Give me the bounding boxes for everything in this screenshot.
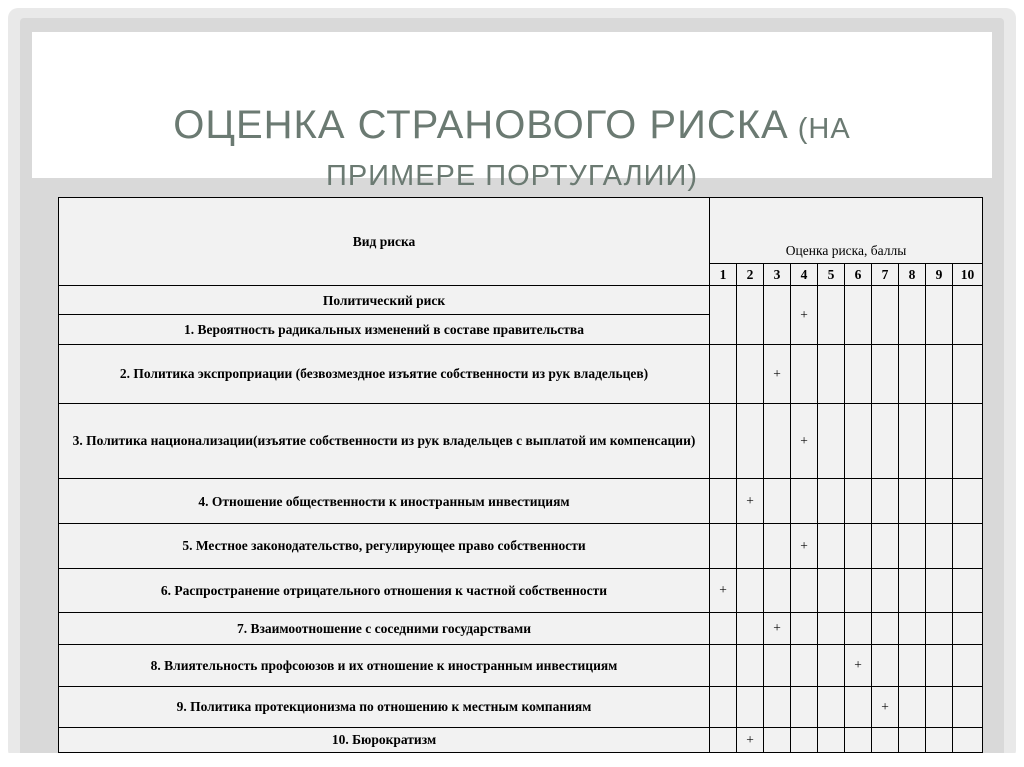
- score-cell: [791, 687, 818, 728]
- score-cell: [764, 687, 791, 728]
- score-cell: [953, 286, 983, 345]
- score-cell: [764, 403, 791, 479]
- header-risk-kind: Вид риска: [59, 198, 710, 286]
- table-body: [59, 286, 983, 753]
- table-row: [59, 479, 983, 524]
- score-cell: [953, 727, 983, 752]
- score-cell: [953, 479, 983, 524]
- score-mark: +: [791, 524, 818, 569]
- table-header: [59, 198, 983, 286]
- risk-label: 5. Местное законодательство, регулирующее право собственности: [59, 524, 710, 569]
- score-cell: [791, 644, 818, 687]
- score-column-2: 2: [737, 264, 764, 286]
- score-cell: [818, 286, 845, 345]
- risk-label: 2. Политика экспроприации (безвозмездное изъятие собственности из рук владельцев): [59, 344, 710, 403]
- score-cell: [818, 687, 845, 728]
- score-cell: [818, 613, 845, 644]
- score-cell: [791, 568, 818, 613]
- risk-label: 6. Распространение отрицательного отношения к частной собственности: [59, 568, 710, 613]
- risk-label: 10. Бюрократизм: [59, 727, 710, 752]
- score-cell: [926, 524, 953, 569]
- score-cell: [953, 568, 983, 613]
- score-cell: [899, 286, 926, 345]
- table-row: [59, 568, 983, 613]
- score-cell: [926, 344, 953, 403]
- score-mark: +: [710, 568, 737, 613]
- score-cell: [737, 286, 764, 345]
- title-main: ОЦЕНКА СТРАНОВОГО РИСКА: [173, 103, 789, 147]
- score-cell: [872, 344, 899, 403]
- score-cell: [926, 687, 953, 728]
- score-mark: +: [791, 286, 818, 345]
- score-cell: [926, 403, 953, 479]
- score-cell: [926, 568, 953, 613]
- score-cell: [710, 286, 737, 345]
- score-cell: [872, 644, 899, 687]
- table-row-group: [59, 286, 983, 315]
- score-cell: [953, 403, 983, 479]
- score-mark: +: [737, 727, 764, 752]
- score-cell: [953, 687, 983, 728]
- risk-label: 3. Политика национализации(изъятие собственности из рук владельцев с выплатой им компенсации): [59, 403, 710, 479]
- score-column-3: 3: [764, 264, 791, 286]
- score-cell: [818, 644, 845, 687]
- table-row: [59, 644, 983, 687]
- slide-title: [32, 104, 992, 197]
- score-mark: +: [764, 613, 791, 644]
- score-column-8: 8: [899, 264, 926, 286]
- score-cell: [899, 403, 926, 479]
- title-line2: ПРИМЕРЕ ПОРТУГАЛИИ): [326, 160, 698, 192]
- score-cell: [872, 286, 899, 345]
- group-title: Политический риск: [59, 286, 710, 315]
- score-mark: +: [872, 687, 899, 728]
- score-cell: [926, 613, 953, 644]
- score-cell: [872, 613, 899, 644]
- table-row: [59, 613, 983, 644]
- score-cell: [845, 479, 872, 524]
- score-cell: [926, 727, 953, 752]
- score-cell: [845, 524, 872, 569]
- score-column-9: 9: [926, 264, 953, 286]
- score-cell: [818, 568, 845, 613]
- score-cell: [845, 286, 872, 345]
- score-cell: [791, 479, 818, 524]
- score-column-7: 7: [872, 264, 899, 286]
- table-row: [59, 687, 983, 728]
- score-cell: [710, 687, 737, 728]
- score-cell: [953, 644, 983, 687]
- score-cell: [737, 403, 764, 479]
- score-cell: [845, 613, 872, 644]
- score-cell: [764, 644, 791, 687]
- score-cell: [710, 479, 737, 524]
- risk-label: 4. Отношение общественности к иностранным инвестициям: [59, 479, 710, 524]
- score-cell: [737, 687, 764, 728]
- score-column-1: 1: [710, 264, 737, 286]
- score-cell: [710, 644, 737, 687]
- header-score: Оценка риска, баллы: [710, 198, 983, 264]
- score-cell: [899, 524, 926, 569]
- score-cell: [710, 403, 737, 479]
- risk-label: 7. Взаимоотношение с соседними государствами: [59, 613, 710, 644]
- score-cell: [845, 687, 872, 728]
- score-cell: [872, 727, 899, 752]
- score-cell: [899, 344, 926, 403]
- score-cell: [899, 687, 926, 728]
- score-cell: [737, 524, 764, 569]
- score-cell: [899, 568, 926, 613]
- score-mark: +: [764, 344, 791, 403]
- table-row: [59, 344, 983, 403]
- score-column-5: 5: [818, 264, 845, 286]
- score-cell: [764, 524, 791, 569]
- score-cell: [899, 644, 926, 687]
- score-cell: [899, 727, 926, 752]
- score-cell: [791, 727, 818, 752]
- score-column-6: 6: [845, 264, 872, 286]
- score-cell: [818, 344, 845, 403]
- score-cell: [872, 479, 899, 524]
- score-cell: [710, 613, 737, 644]
- score-mark: +: [791, 403, 818, 479]
- score-cell: [818, 524, 845, 569]
- score-cell: [737, 644, 764, 687]
- bottom-strip: [0, 753, 1024, 767]
- score-cell: [818, 403, 845, 479]
- score-cell: [764, 479, 791, 524]
- score-column-4: 4: [791, 264, 818, 286]
- score-cell: [872, 403, 899, 479]
- risk-label: 8. Влиятельность профсоюзов и их отношение к иностранным инвестициям: [59, 644, 710, 687]
- score-cell: [737, 344, 764, 403]
- score-cell: [791, 613, 818, 644]
- score-cell: [953, 524, 983, 569]
- table-row: [59, 727, 983, 752]
- score-cell: [926, 479, 953, 524]
- score-cell: [899, 613, 926, 644]
- score-cell: [845, 727, 872, 752]
- score-cell: [872, 524, 899, 569]
- score-column-10: 10: [953, 264, 983, 286]
- score-cell: [791, 344, 818, 403]
- risk-label: 9. Политика протекционизма по отношению к местным компаниям: [59, 687, 710, 728]
- score-cell: [845, 344, 872, 403]
- score-cell: [845, 403, 872, 479]
- score-cell: [764, 286, 791, 345]
- score-cell: [737, 568, 764, 613]
- score-cell: [710, 727, 737, 752]
- score-cell: [926, 286, 953, 345]
- score-cell: [818, 479, 845, 524]
- table-row: [59, 403, 983, 479]
- score-mark: +: [737, 479, 764, 524]
- score-cell: [953, 613, 983, 644]
- score-cell: [872, 568, 899, 613]
- score-mark: +: [845, 644, 872, 687]
- title-paren: (НА: [788, 113, 851, 145]
- score-cell: [710, 344, 737, 403]
- score-cell: [899, 479, 926, 524]
- score-cell: [764, 727, 791, 752]
- score-cell: [845, 568, 872, 613]
- score-cell: [737, 613, 764, 644]
- score-cell: [926, 644, 953, 687]
- score-cell: [953, 344, 983, 403]
- risk-label: 1. Вероятность радикальных изменений в составе правительства: [59, 315, 710, 344]
- risk-table: [58, 197, 983, 753]
- score-cell: [818, 727, 845, 752]
- table-row: [59, 524, 983, 569]
- score-cell: [710, 524, 737, 569]
- score-cell: [764, 568, 791, 613]
